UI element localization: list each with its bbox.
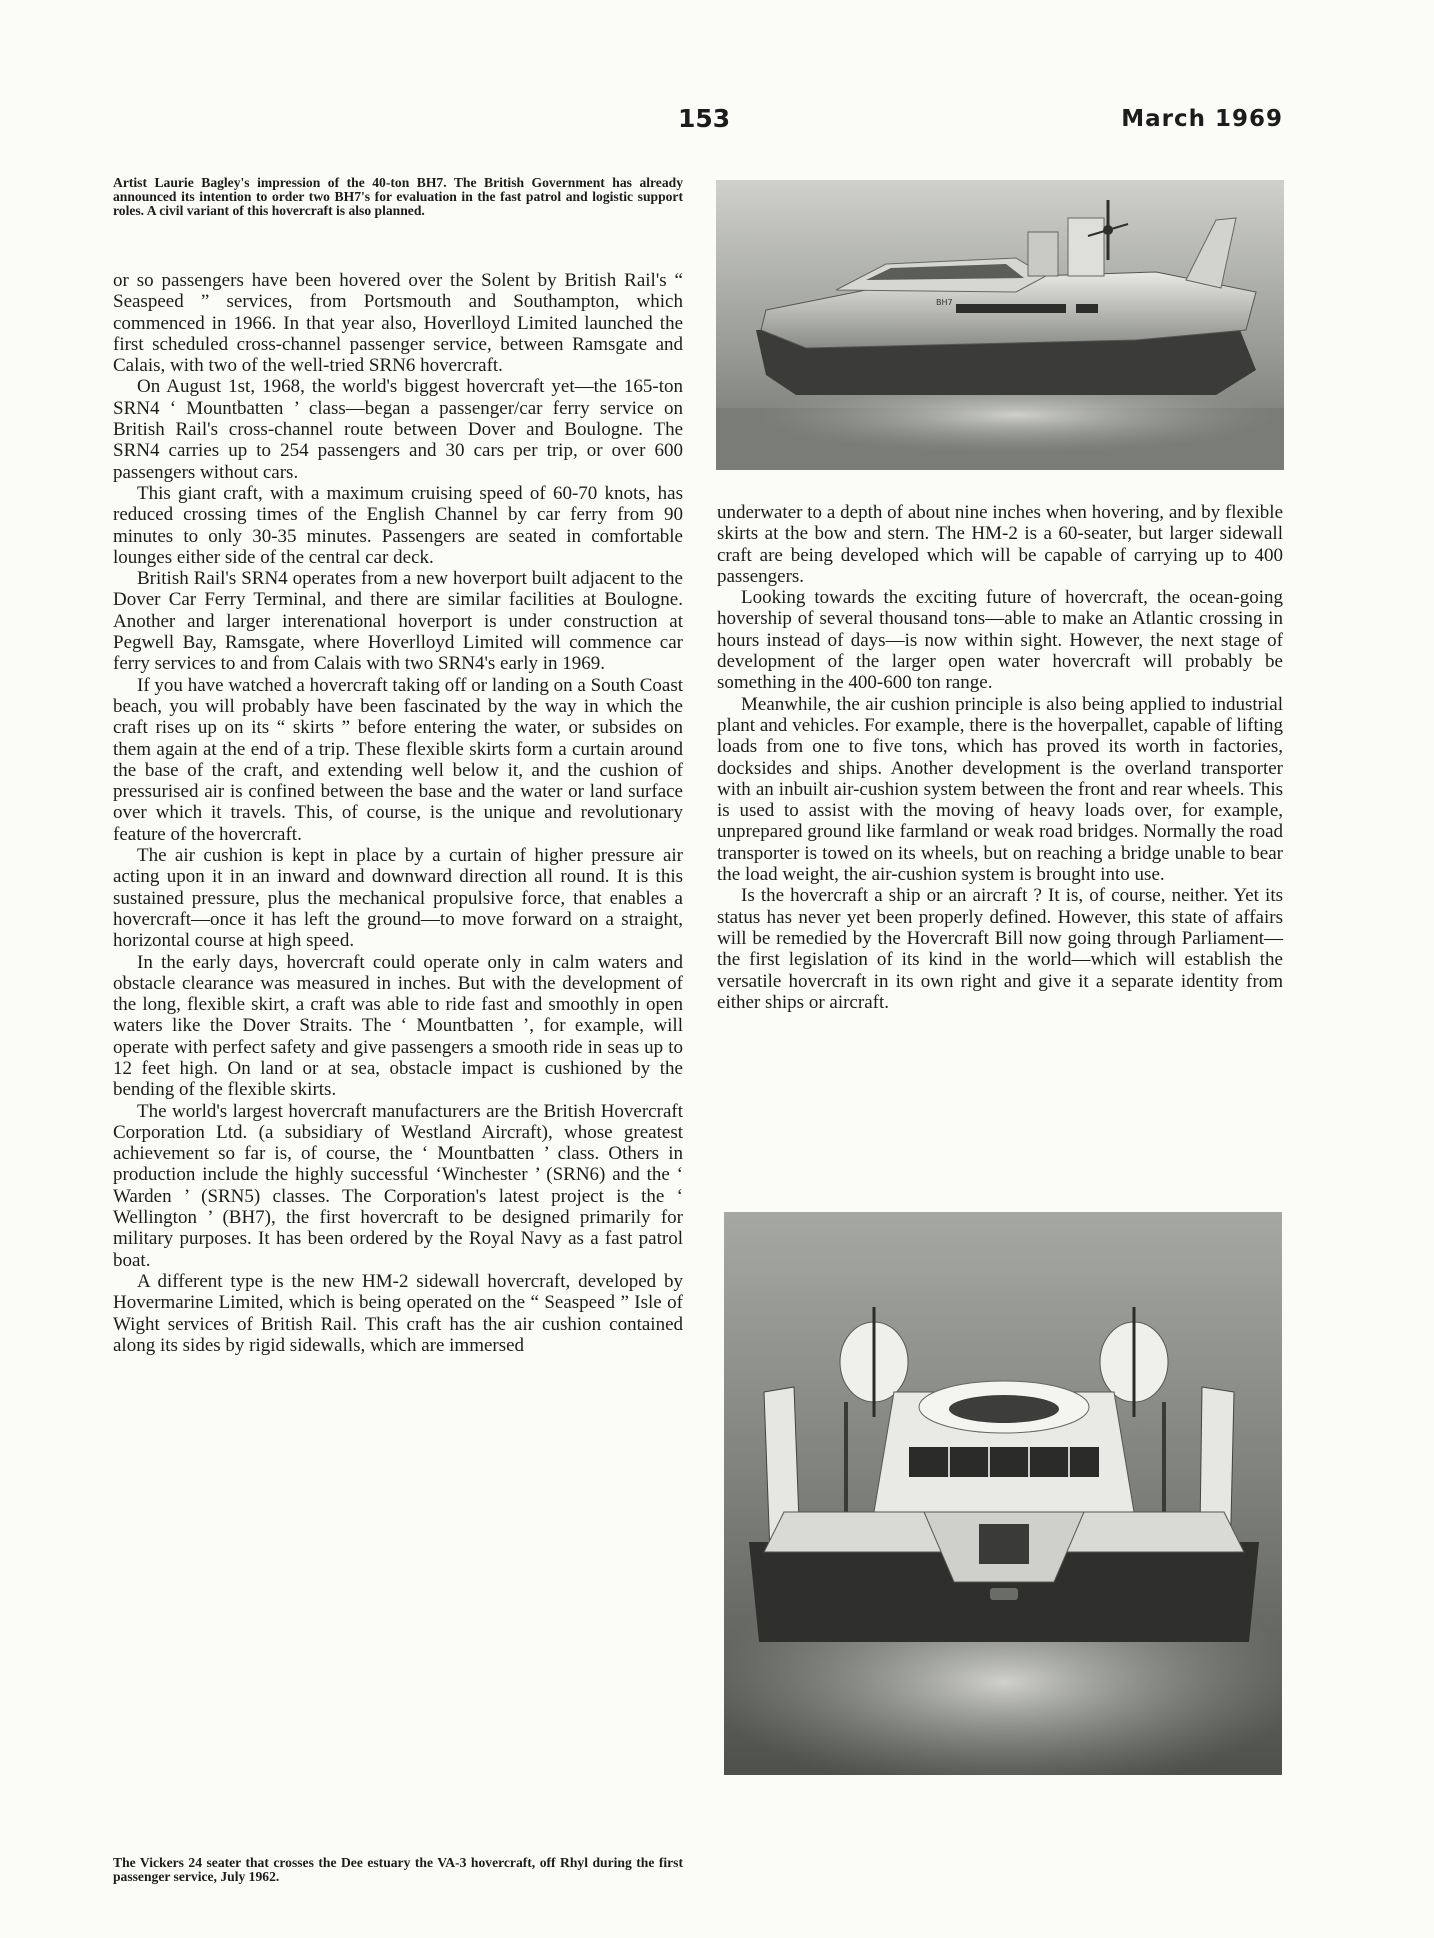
bottom-photo-caption: The Vickers 24 seater that crosses the Dee estuary the VA-3 hovercraft, off Rhyl during the first passenger service, July 1962. [113, 1855, 683, 1885]
page-number: 153 [678, 104, 731, 133]
paragraph: In the early days, hovercraft could operate only in calm waters and obstacle clearance was measured in inches. But with the development of the long, flexible skirt, a craft was able to ride fast and smoothly in open waters like the Dover Straits. The ‘ Mountbatten ’, for example, will operate with perfect safety and give passengers a smooth ride in seas up to 12 feet high. On land or at sea, obstacle impact is cushioned by the bending of the flexible skirts. [113, 951, 683, 1101]
paragraph: The air cushion is kept in place by a curtain of higher pressure air acting upon it in an inward and downward direction all round. It is this sustained pressure, plus the mechanical propulsive force, that enables a hovercraft—once it has left the ground—to move forward on a straight, horizontal course at high speed. [113, 845, 683, 952]
paragraph: The world's largest hovercraft manufacturers are the British Hovercraft Corporation Ltd. (a subsidiary of Westland Aircraft), whose greatest achievement so far is, of course, the ‘ Mountbatten ’ class. Others in production include the highly successful ‘Winchester ’ (SRN6) and the ‘ Warden ’ (SRN5) classes. The Corporation's latest project is the ‘ Wellington ’ (BH7), the first hovercraft to be designed primarily for military purposes. It has been ordered by the Royal Navy as a fast patrol boat. [113, 1100, 683, 1271]
right-text-column [717, 502, 1283, 1013]
paragraph: This giant craft, with a maximum cruising speed of 60-70 knots, has reduced crossing times of the English Channel by car ferry from 90 minutes to only 30-35 minutes. Passengers are seated in comfortable lounges either side of the central car deck. [113, 482, 683, 568]
left-text-column [113, 270, 683, 1356]
paragraph: British Rail's SRN4 operates from a new hoverport built adjacent to the Dover Car Ferry Terminal, and there are similar facilities at Boulogne. Another and larger interenational hoverport is under construction at Pegwell Bay, Ramsgate, where Hoverlloyd Limited will commence car ferry services to and from Calais with two SRN4's early in 1969. [113, 568, 683, 675]
bh7-hovercraft-illustration [716, 180, 1284, 470]
paragraph: On August 1st, 1968, the world's biggest hovercraft yet—the 165-ton SRN4 ‘ Mountbatten ’ class—began a passenger/car ferry service on British Rail's cross-channel route between Dover and Boulogne. The SRN4 carries up to 254 passengers and 30 cars per trip, or over 600 passengers without cars. [113, 376, 683, 483]
paragraph: If you have watched a hovercraft taking off or landing on a South Coast beach, you will probably have been fascinated by the way in which the craft rises up on its “ skirts ” before entering the water, or subsides on them again at the end of a trip. These flexible skirts form a curtain around the base of the craft, and extending well below it, and the cushion of pressurised air is confined between the base and the water or land surface over which it travels. This, of course, is the unique and revolutionary feature of the hovercraft. [113, 674, 683, 845]
paragraph: Is the hovercraft a ship or an aircraft ? It is, of course, neither. Yet its status has never yet been properly defined. However, this state of affairs will be remedied by the Hovercraft Bill now going through Parliament—the first legislation of its kind in the world—which will establish the versatile hovercraft in its own right and give it a separate identity from either ships or aircraft. [717, 885, 1283, 1013]
top-photo-caption: Artist Laurie Bagley's impression of the 40-ton BH7. The British Government has already announced its intention to order two BH7's for evaluation in the fast patrol and logistic support roles. A civil variant of this hovercraft is also planned. [113, 175, 683, 219]
paragraph: Meanwhile, the air cushion principle is also being applied to industrial plant and vehicles. For example, there is the hoverpallet, capable of lifting loads from one to five tons, which has proved its worth in factories, docksides and ships. Another development is the overland transporter with an inbuilt air-cushion system between the front and rear wheels. This is used to assist with the moving of heavy loads over, for example, unprepared ground like farmland or weak road bridges. Normally the road transporter is towed on its wheels, but on reaching a bridge unable to bear the load weight, the air-cushion system is brought into use. [717, 693, 1283, 886]
paragraph: Looking towards the exciting future of hovercraft, the ocean-going hovership of several thousand tons—able to make an Atlantic crossing in hours instead of days—is now within sight. However, the next stage of development of the larger open water hovercraft will probably be something in the 400-600 ton range. [717, 587, 1283, 694]
hull-marking: BH7 [936, 298, 953, 307]
va3-hovercraft-photo [724, 1212, 1282, 1775]
paragraph: A different type is the new HM-2 sidewall hovercraft, developed by Hovermarine Limited, which is being operated on the “ Seaspeed ” Isle of Wight services of British Rail. This craft has the air cushion contained along its sides by rigid sidewalls, which are immersed [113, 1270, 683, 1356]
issue-date: March 1969 [1121, 106, 1283, 132]
paragraph: underwater to a depth of about nine inches when hovering, and by flexible skirts at the bow and stern. The HM-2 is a 60-seater, but larger sidewall craft are being developed which will be capable of carrying up to 400 passengers. [717, 502, 1283, 587]
paragraph: or so passengers have been hovered over the Solent by British Rail's “ Seaspeed ” services, from Portsmouth and Southampton, which commenced in 1966. In that year also, Hoverlloyd Limited launched the first scheduled cross-channel passenger service, between Ramsgate and Calais, with two of the well-tried SRN6 hovercraft. [113, 270, 683, 377]
